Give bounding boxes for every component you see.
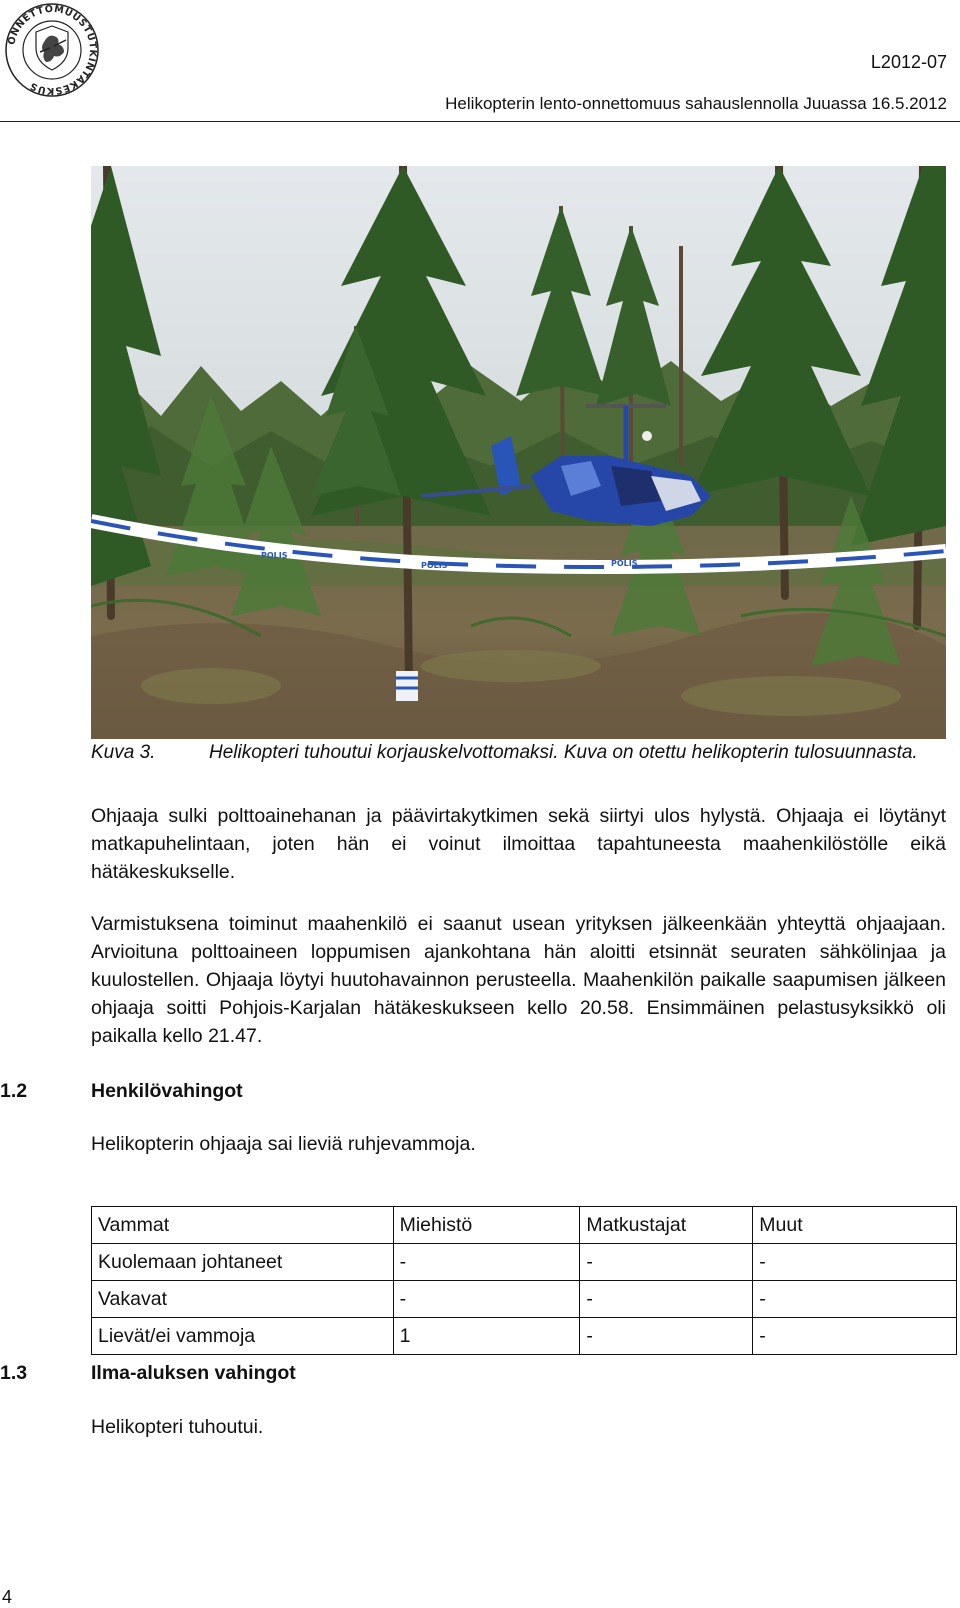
document-title: Helikopterin lento-onnettomuus sahauslennolla Juuassa 16.5.2012 [445, 94, 947, 113]
table-cell: - [753, 1244, 957, 1281]
table-cell: - [753, 1318, 957, 1355]
table-row [92, 1244, 957, 1281]
table-row [92, 1281, 957, 1318]
table-cell: - [393, 1244, 580, 1281]
column-header: Muut [753, 1207, 957, 1244]
column-header: Miehistö [393, 1207, 580, 1244]
table-cell: Kuolemaan johtaneet [92, 1244, 394, 1281]
onnettomuustutkintakeskus-logo [4, 2, 100, 98]
table-cell: Vakavat [92, 1281, 394, 1318]
section-heading: Ilma-aluksen vahingot [91, 1362, 296, 1384]
table-cell: 1 [393, 1318, 580, 1355]
lion-emblem-icon [36, 26, 68, 70]
caption-text: Helikopteri tuhoutui korjauskelvottomaksi. Kuva on otettu helikopterin tulosuunnasta. [209, 742, 918, 763]
logo-ring-text: ONNETTOMUUSTUTKINTAKESKUS [6, 3, 99, 97]
injury-table [91, 1206, 957, 1355]
section-paragraph: Helikopteri tuhoutui. [91, 1416, 264, 1438]
table-cell: - [580, 1318, 753, 1355]
column-header: Matkustajat [580, 1207, 753, 1244]
table-row [92, 1318, 957, 1355]
table-cell: - [580, 1244, 753, 1281]
section-number: 1.2 [0, 1080, 28, 1102]
page-number: 4 [2, 1587, 13, 1607]
tape-label-3: POLIS [611, 559, 638, 568]
column-header: Vammat [92, 1207, 394, 1244]
table-cell: - [393, 1281, 580, 1318]
document-id: L2012-07 [870, 52, 947, 72]
crash-site-photo [91, 166, 946, 739]
section-heading: Henkilövahingot [91, 1080, 243, 1102]
header-divider [0, 121, 960, 122]
body-paragraph-2: Varmistuksena toiminut maahenkilö ei saanut usean yrityksen jälkeenkään yhteyttä ohjaajaan. Arvioituna polttoaineen loppumisen ajankohtana hän aloitti etsinnät seuraten sähkölinjaa ja kuulostellen. Ohjaaja löytyi huutohavainnon perusteella. Maahenkilön paikalle saapumisen jälkeen ohjaaja soitti Pohjois-Karjalan hätäkeskukseen kello 20.58. Ensimmäinen pelastusyksikkö oli paikalla kello 21.47. [91, 913, 946, 1047]
tape-label-2: POLIS [421, 561, 448, 570]
table-cell: - [753, 1281, 957, 1318]
body-paragraph-1: Ohjaaja sulki polttoainehanan ja päävirtakytkimen sekä siirtyi ulos hylystä. Ohjaaja ei löytänyt matkapuhelintaan, joten hän ei voinut ilmoittaa tapahtuneesta maahenkilöstölle eikä hätäkeskukselle. [91, 805, 946, 883]
table-cell: - [580, 1281, 753, 1318]
table-header-row [92, 1207, 957, 1244]
table-cell: Lievät/ei vammoja [92, 1318, 394, 1355]
tape-label-1: POLIS [261, 551, 288, 560]
section-paragraph: Helikopterin ohjaaja sai lieviä ruhjevammoja. [91, 1133, 476, 1155]
section-number: 1.3 [0, 1362, 28, 1384]
caption-label: Kuva 3. [91, 742, 156, 763]
